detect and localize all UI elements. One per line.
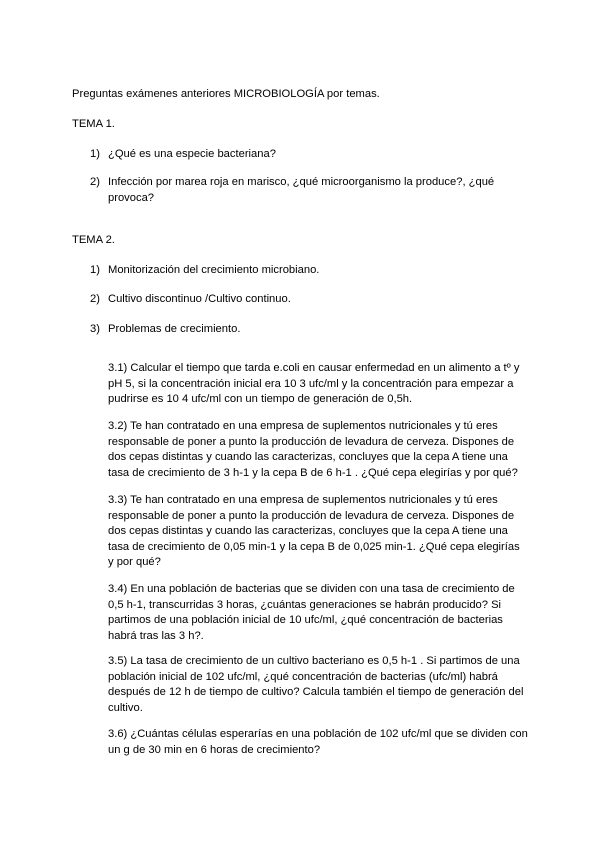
question-text: Infección por marea roja en marisco, ¿qué microorganismo la produce?, ¿qué provoca? xyxy=(108,176,495,204)
question-number: 2) xyxy=(90,176,100,188)
question-text: Problemas de crecimiento. xyxy=(108,323,241,335)
question-number: 1) xyxy=(90,148,100,160)
question-number: 3) xyxy=(90,323,100,335)
document-title: Preguntas exámenes anteriores MICROBIOLOGÍA por temas. xyxy=(72,88,380,100)
problem-3-6: 3.6) ¿Cuántas células esperarías en una población de 102 ufc/ml que se dividen con un g de 30 min en 6 horas de crecimiento? xyxy=(108,728,528,756)
problem-3-1: 3.1) Calcular el tiempo que tarda e.coli en causar enfermedad en un alimento a tº y pH 5, si la concentración inicial era 10 3 ufc/ml y la concentración para empezar a pudrirse es 10 4 ufc/ml con un tiempo de generación de 0,5h. xyxy=(108,362,520,406)
question-text: ¿Qué es una especie bacteriana? xyxy=(108,148,276,160)
problem-3-5: 3.5) La tasa de crecimiento de un cultivo bacteriano es 0,5 h-1 . Si partimos de una población inicial de 102 ufc/ml, ¿qué concentración de bacterias (ufc/ml) habrá después de 12 h de tiempo de cultivo? Calcula también el tiempo de generación del cultivo. xyxy=(108,655,524,714)
problem-3-3: 3.3) Te han contratado en una empresa de suplementos nutricionales y tú eres responsable de poner a punto la producción de levadura de cerveza. Dispones de dos cepas distintas y cuando las caracterizas, concluyes que la cepa A tiene una tasa de crecimiento de 0,05 min-1 y la cepa B de 0,025 min-1. ¿Qué cepa elegirías y por qué? xyxy=(108,494,520,569)
question-text: Monitorización del crecimiento microbiano. xyxy=(108,264,320,276)
question-text: Cultivo discontinuo /Cultivo continuo. xyxy=(108,293,291,305)
tema1-heading: TEMA 1. xyxy=(72,118,115,130)
question-number: 2) xyxy=(90,293,100,305)
problem-3-2: 3.2) Te han contratado en una empresa de suplementos nutricionales y tú eres responsable de poner a punto la producción de levadura de cerveza. Dispones de dos cepas distintas y cuando las caracterizas, concluyes que la cepa A tiene una tasa de crecimiento de 3 h-1 y la cepa B de 6 h-1 . ¿Qué cepa elegirías y por qué? xyxy=(108,420,518,479)
question-number: 1) xyxy=(90,264,100,276)
tema2-heading: TEMA 2. xyxy=(72,234,115,246)
problem-3-4: 3.4) En una población de bacterias que se dividen con una tasa de crecimiento de 0,5 h-1, transcurridas 3 horas, ¿cuántas generaciones se habrán producido? Si partimos de una población inicial de 10 ufc/ml, ¿qué concentración de bacterias habrá tras las 3 h?. xyxy=(108,583,515,642)
